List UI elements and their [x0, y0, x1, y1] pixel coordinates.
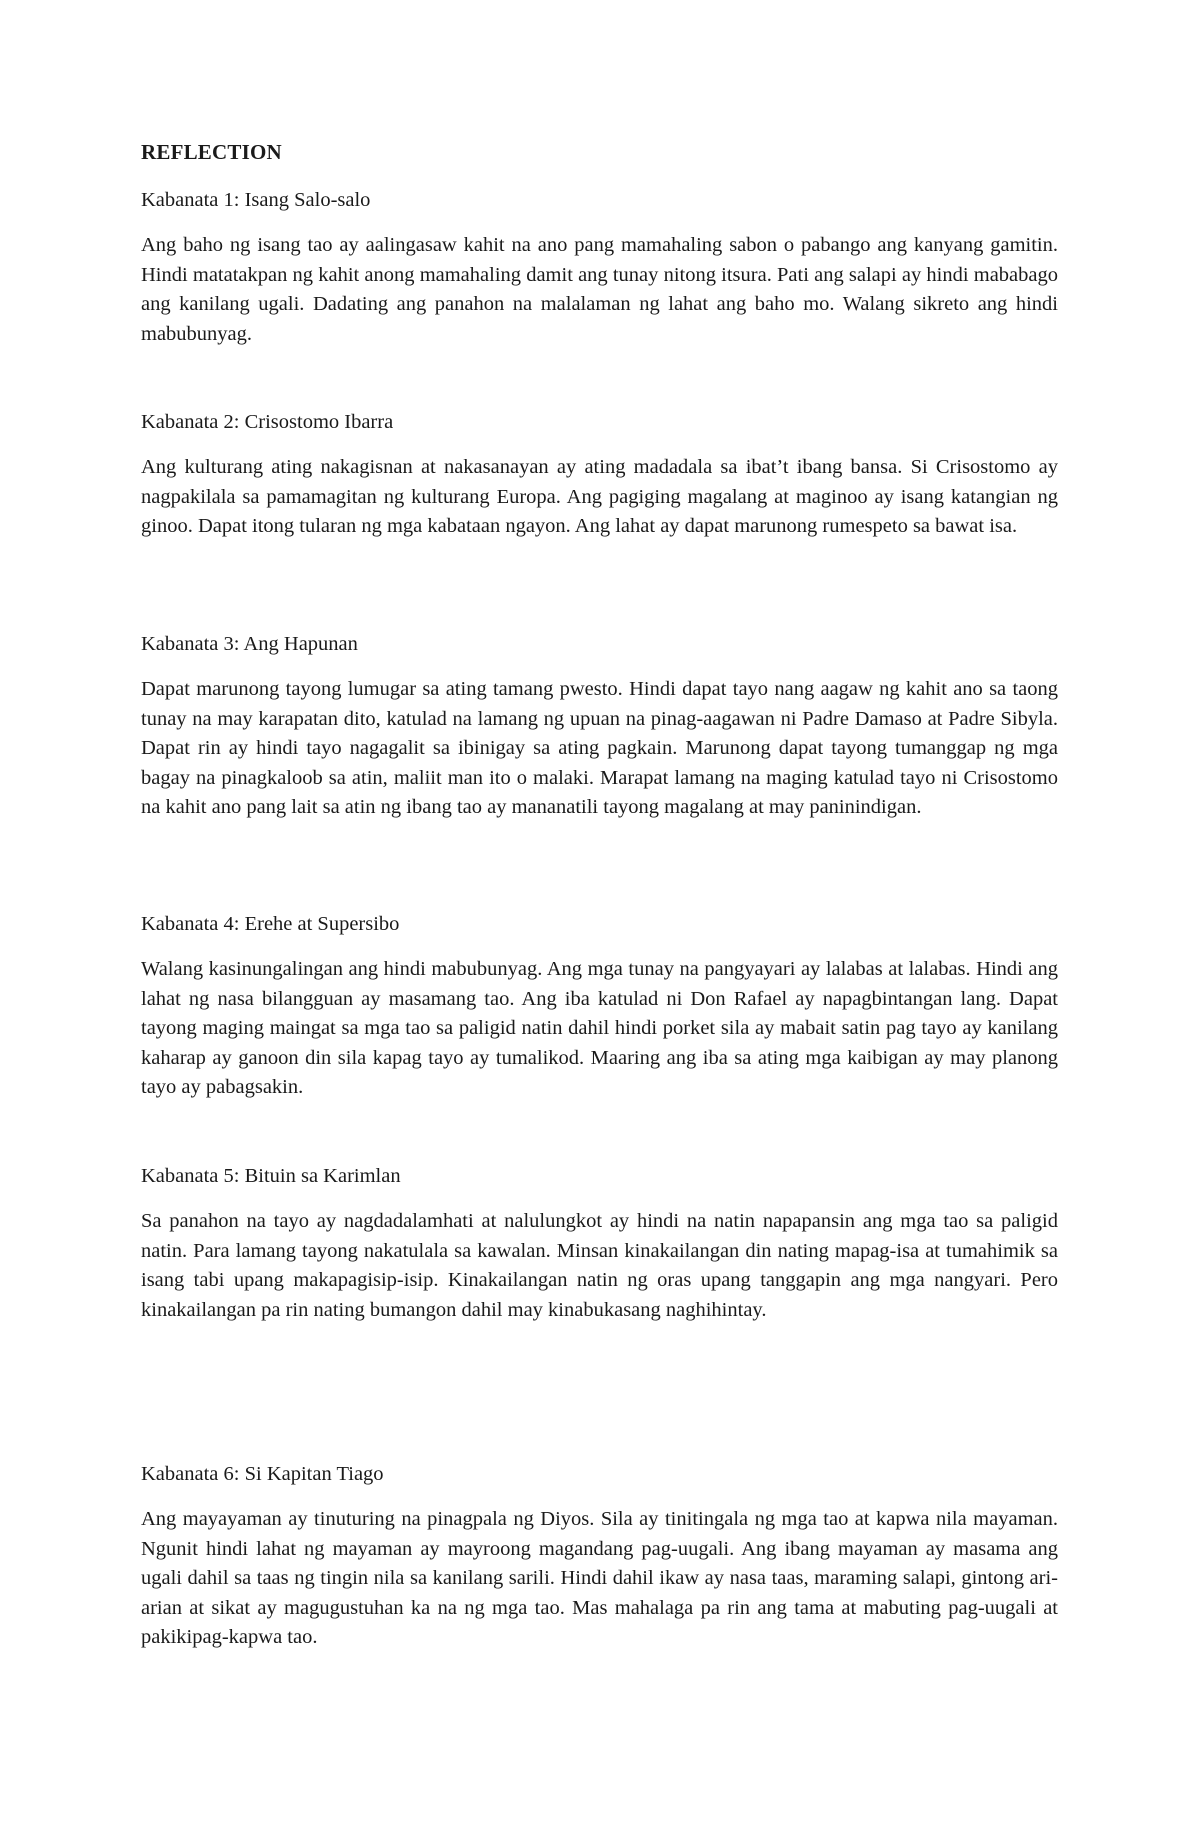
chapter-section [141, 408, 1058, 542]
chapter-heading: Kabanata 5: Bituin sa Karimlan [141, 1165, 401, 1187]
chapter-heading: Kabanata 6: Si Kapitan Tiago [141, 1463, 384, 1485]
chapter-heading: Kabanata 3: Ang Hapunan [141, 633, 358, 655]
chapter-body: Ang baho ng isang tao ay aalingasaw kahit na ano pang mamahaling sabon o pabango ang kanyang gamitin. Hindi matatakpan ng kahit anong mamahaling damit ang tunay nitong itsura. Pati ang salapi ay hindi mababago ang kanilang ugali. Dadating ang panahon na malalaman ng lahat ang baho mo. Walang sikreto ang hindi mabubunyag. [141, 234, 1058, 345]
chapter-heading: Kabanata 2: Crisostomo Ibarra [141, 411, 394, 433]
chapter-body: Ang kulturang ating nakagisnan at nakasanayan ay ating madadala sa ibat’t ibang bansa. Si Crisostomo ay nagpakilala sa pamamagitan ng kulturang Europa. Ang pagiging magalang at maginoo ay isang katangian ng ginoo. Dapat itong tularan ng mga kabataan ngayon. Ang lahat ay dapat marunong rumespeto sa bawat isa. [141, 456, 1058, 537]
chapter-body: Ang mayayaman ay tinuturing na pinagpala ng Diyos. Sila ay tinitingala ng mga tao at kapwa nila mayaman. Ngunit hindi lahat ng mayaman ay mayroong magandang pag-uugali. Ang ibang mayaman ay masama ang ugali dahil sa taas ng tingin nila sa kanilang sarili. Hindi dahil ikaw ay nasa taas, maraming salapi, gintong ari-arian at sikat ay magugustuhan ka na ng mga tao. Mas mahalaga pa rin ang tama at mabuting pag-uugali at pakikipag-kapwa tao. [141, 1508, 1058, 1648]
chapter-body: Dapat marunong tayong lumugar sa ating tamang pwesto. Hindi dapat tayo nang aagaw ng kahit ano sa taong tunay na may karapatan dito, katulad na lamang ng upuan na pinag-aagawan ni Padre Damaso at Padre Sibyla. Dapat rin ay hindi tayo nagagalit sa ibinigay sa ating pagkain. Marunong dapat tayong tumanggap ng mga bagay na pinagkaloob sa atin, maliit man ito o malaki. Marapat lamang na maging katulad tayo ni Crisostomo na kahit ano pang lait sa atin ng ibang tao ay mananatili tayong magalang at may paninindigan. [141, 678, 1058, 818]
chapter-section [141, 1162, 1058, 1325]
document-title: REFLECTION [141, 140, 282, 164]
chapter-section [141, 630, 1058, 823]
chapter-body: Sa panahon na tayo ay nagdadalamhati at nalulungkot ay hindi na natin napapansin ang mga tao sa paligid natin. Para lamang tayong nakatulala sa kawalan. Minsan kinakailangan din nating mapag-isa at tumahimik sa isang tabi upang makapagisip-isip. Kinakailangan natin ng oras upang tanggapin ang mga nangyari. Pero kinakailangan pa rin nating bumangon dahil may kinabukasang naghihintay. [141, 1210, 1058, 1321]
chapter-section [141, 186, 1058, 349]
chapter-section [141, 1460, 1058, 1653]
chapter-body: Walang kasinungalingan ang hindi mabubunyag. Ang mga tunay na pangyayari ay lalabas at lalabas. Hindi ang lahat ng nasa bilangguan ay masamang tao. Ang iba katulad ni Don Rafael ay napagbintangan lang. Dapat tayong maging maingat sa mga tao sa paligid natin dahil hindi porket sila ay mabait satin pag tayo ay kanilang kaharap ay ganoon din sila kapag tayo ay tumalikod. Maaring ang iba sa ating mga kaibigan ay may planong tayo ay pabagsakin. [141, 958, 1058, 1098]
chapter-heading: Kabanata 4: Erehe at Supersibo [141, 913, 400, 935]
chapter-heading: Kabanata 1: Isang Salo-salo [141, 189, 371, 211]
chapter-section [141, 910, 1058, 1103]
